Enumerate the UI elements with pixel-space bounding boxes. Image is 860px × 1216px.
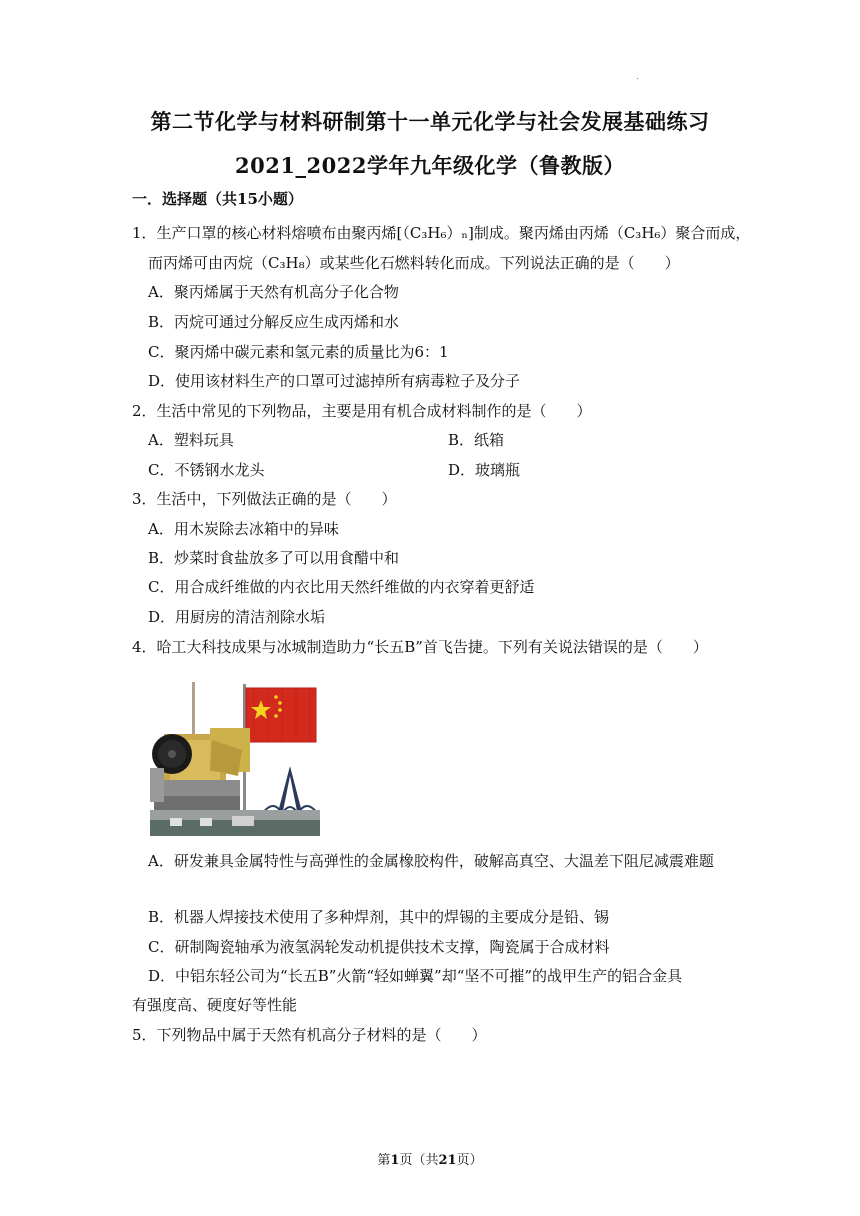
question-1-stem: 1．生产口罩的核心材料熔喷布由聚丙烯[（C₃H₆）ₙ]制成。聚丙烯由丙烯（C₃H₆）聚合而成，: [132, 224, 751, 242]
question-1-stem-cont: 而丙烯可由丙烷（C₃H₈）或某些化石燃料转化而成。下列说法正确的是（ ）: [148, 254, 680, 272]
footer-total-pages: 21: [438, 1153, 457, 1168]
question-1-option-a: A．聚丙烯属于天然有机高分子化合物: [148, 283, 399, 301]
question-4-option-a: A．研发兼具金属特性与高弹性的金属橡胶构件，破解高真空、大温差下阻尼减震难题: [148, 852, 714, 870]
section-heading: 一．选择题（共15小题）: [132, 190, 303, 208]
question-2-option-d: D．玻璃瓶: [448, 461, 521, 479]
page-footer: [0, 1149, 860, 1168]
rocket-flag-figure: [150, 680, 320, 836]
question-4-option-c: C．研制陶瓷轴承为液氢涡轮发动机提供技术支撑，陶瓷属于合成材料: [148, 938, 610, 956]
question-2-option-a: A．塑料玩具: [148, 431, 234, 449]
page-mark: .: [636, 72, 639, 81]
china-flag-graphic: [246, 688, 316, 742]
question-2-option-c: C．不锈钢水龙头: [148, 461, 265, 479]
footer-middle: 页（共: [399, 1153, 439, 1168]
question-1-option-c: C．聚丙烯中碳元素和氢元素的质量比为6：1: [148, 343, 449, 361]
question-2-stem: 2．生活中常见的下列物品，主要是用有机合成材料制作的是（ ）: [132, 402, 592, 420]
question-4-option-d-cont: 有强度高、硬度好等性能: [132, 996, 298, 1014]
question-3-option-b: B．炒菜时食盐放多了可以用食醋中和: [148, 549, 400, 567]
question-3-option-a: A．用木炭除去冰箱中的异味: [148, 520, 339, 538]
footer-suffix: 页）: [456, 1153, 483, 1168]
page-title: 第二节化学与材料研制第十一单元化学与社会发展基础练习: [150, 109, 710, 134]
question-4-stem: 4．哈工大科技成果与冰城制造助力“长五B”首飞告捷。下列有关说法错误的是（ ）: [132, 638, 708, 656]
question-3-option-d: D．用厨房的清洁剂除水垢: [148, 608, 326, 626]
question-4-option-b: B．机器人焊接技术使用了多种焊剂，其中的焊锡的主要成分是铅、锡: [148, 908, 610, 926]
question-5-stem: 5．下列物品中属于天然有机高分子材料的是（ ）: [132, 1026, 487, 1044]
question-1-option-b: B．丙烷可通过分解反应生成丙烯和水: [148, 313, 400, 331]
footer-page-number: 1: [390, 1153, 400, 1168]
footer-prefix: 第: [377, 1153, 391, 1168]
question-1-option-d: D．使用该材料生产的口罩可过滤掉所有病毒粒子及分子: [148, 372, 521, 390]
question-3-stem: 3．生活中，下列做法正确的是（ ）: [132, 490, 397, 508]
question-4-option-d: D．中铝东轻公司为“长五B”火箭“轻如蝉翼”却“坚不可摧”的战甲生产的铝合金具: [148, 967, 683, 985]
question-3-option-c: C．用合成纤维做的内衣比用天然纤维做的内衣穿着更舒适: [148, 578, 535, 596]
question-2-option-b: B．纸箱: [448, 431, 505, 449]
page-subtitle: 2021_2022学年九年级化学（鲁教版）: [235, 153, 625, 178]
lander-graphic: [150, 728, 250, 810]
